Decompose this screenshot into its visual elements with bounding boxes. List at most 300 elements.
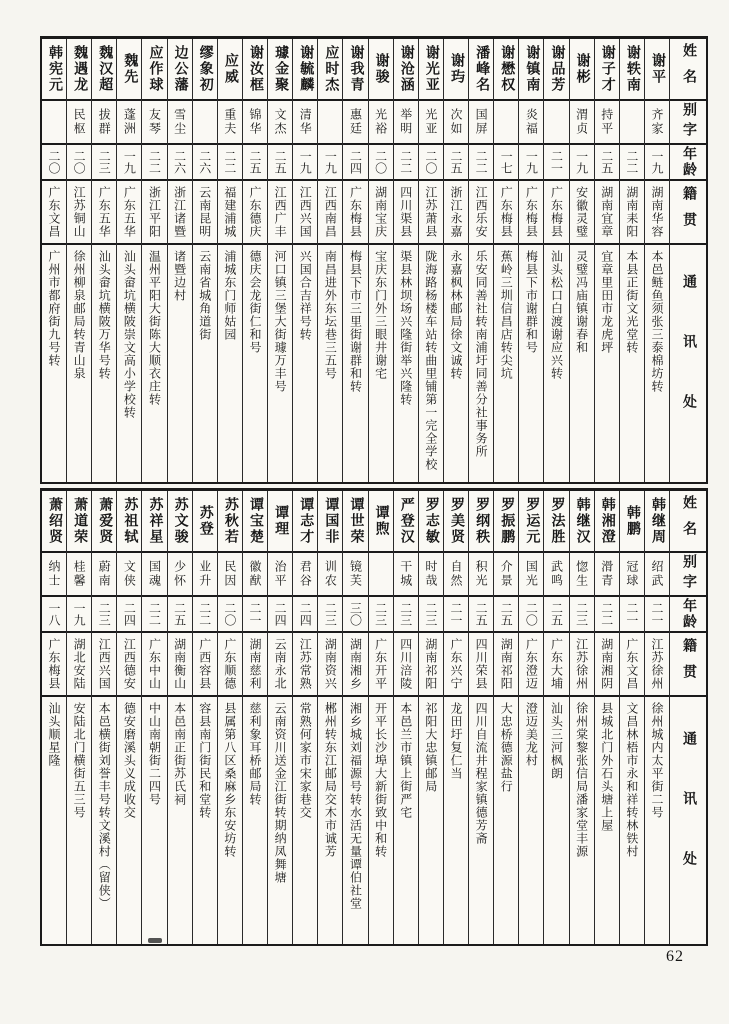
entry-alias: 光裕: [369, 101, 393, 145]
entry-name: 谢玙: [444, 39, 468, 101]
entry-name: 谢毓麟: [293, 39, 317, 101]
entry-column: [443, 39, 468, 482]
entry-column: [42, 491, 66, 944]
entry-address: 徐州棠黎张信局潘家堂丰源: [574, 702, 589, 858]
entry-origin: 广东梅县: [519, 181, 543, 245]
entry-column: [594, 491, 619, 944]
entry-column: [418, 491, 443, 944]
entry-origin: 广东顺德: [218, 633, 242, 697]
entry-alias: 举明: [394, 101, 418, 145]
entry-column: [619, 491, 644, 944]
entry-address: 徐州柳泉邮局转青山泉: [72, 250, 87, 380]
entry-age: 三〇: [343, 597, 367, 633]
entry-alias: 拔群: [92, 101, 116, 145]
entry-age: 二二: [394, 145, 418, 181]
entry-column: [644, 491, 669, 944]
entry-age: 二〇: [42, 145, 66, 181]
entry-origin: 江苏常熟: [293, 633, 317, 697]
entry-address: 本县正街文光堂转: [624, 250, 639, 354]
entry-column: [518, 491, 543, 944]
entry-address: 本邑横街刘誉丰号转文溪村（留侠）: [97, 702, 112, 910]
entry-age: 一九: [519, 145, 543, 181]
entry-origin: 云南昆明: [193, 181, 217, 245]
entry-name: 严登汉: [394, 491, 418, 553]
entry-address: 梅县下市谢群和号: [524, 250, 539, 354]
entry-column: [91, 491, 116, 944]
entry-alias: 武鸣: [544, 553, 568, 597]
entry-address: 梅县下市三里街谢群和转: [348, 250, 363, 393]
entry-age: 二二: [193, 597, 217, 633]
entry-name: 潘峰名: [469, 39, 493, 101]
entry-origin: 江苏铜山: [67, 181, 91, 245]
entry-age: 二〇: [369, 145, 393, 181]
entry-name: 谢彬: [570, 39, 594, 101]
entry-name: 谭国非: [318, 491, 342, 553]
scan-smudge: [148, 938, 162, 943]
entry-origin: 广西容县: [193, 633, 217, 697]
entry-column: [317, 491, 342, 944]
header-age: 年龄: [670, 145, 706, 181]
entry-age: 二五: [168, 597, 192, 633]
entry-address: 德庆会龙街仁和号: [247, 250, 262, 354]
entry-address: 郴州转东江邮局交木市诚芳: [323, 702, 338, 858]
header-name: 姓名: [670, 491, 706, 553]
entry-age: 二二: [142, 597, 166, 633]
entry-address: 开平长沙埠大新街致中和转: [373, 702, 388, 858]
entry-origin: 云南永北: [268, 633, 292, 697]
entry-name: 谭世荣: [343, 491, 367, 553]
entry-age: 二六: [193, 145, 217, 181]
entry-column: [91, 39, 116, 482]
entry-alias: 纳士: [42, 553, 66, 597]
entry-age: 二一: [243, 597, 267, 633]
entry-alias: [620, 101, 644, 145]
entry-age: 二一: [645, 597, 669, 633]
entry-name: 韩继周: [645, 491, 669, 553]
entry-name: 萧爱贤: [92, 491, 116, 553]
entry-address: 本邑南正街苏氏祠: [172, 702, 187, 806]
entry-address: 县属第八区桑麻乡东安坊转: [222, 702, 237, 858]
header-address: 通讯处: [681, 730, 696, 911]
entry-name: 苏祥星: [142, 491, 166, 553]
entry-address: 常熟何家市宋家巷交: [298, 702, 313, 819]
entry-alias: 炎福: [519, 101, 543, 145]
entry-name: 苏秋若: [218, 491, 242, 553]
entry-origin: 湖南宜章: [595, 181, 619, 245]
entry-address: 汕头三河枫朗: [549, 702, 564, 780]
entry-alias: 雪尘: [168, 101, 192, 145]
entry-age: 一八: [42, 597, 66, 633]
entry-alias: 冠球: [620, 553, 644, 597]
entry-name: 罗美贤: [444, 491, 468, 553]
entry-alias: [544, 101, 568, 145]
entry-address: 永嘉枫林邮局徐文诚转: [448, 250, 463, 380]
entry-address: 云南资川送金江街转期纳凤舞塘: [273, 702, 288, 884]
entry-column: [569, 39, 594, 482]
entry-alias: [42, 101, 66, 145]
entry-origin: 湖南耒阳: [620, 181, 644, 245]
entry-age: 二二: [469, 145, 493, 181]
entry-name: 罗纲秩: [469, 491, 493, 553]
entry-address: 广州市都府街九号转: [46, 250, 61, 367]
entry-address: 云南省城角道街: [197, 250, 212, 341]
entry-alias: 民枢: [67, 101, 91, 145]
entry-alias: [318, 101, 342, 145]
header-column: [669, 491, 706, 944]
entry-alias: 镜芙: [343, 553, 367, 597]
entry-name: 谢光亚: [419, 39, 443, 101]
entry-alias: 文杰: [268, 101, 292, 145]
entry-origin: 四川荣县: [469, 633, 493, 697]
directory-table-bottom: [40, 488, 708, 946]
entry-name: 苏祖轼: [117, 491, 141, 553]
entry-origin: 浙江永嘉: [444, 181, 468, 245]
entry-alias: 次如: [444, 101, 468, 145]
entry-alias: 介景: [494, 553, 518, 597]
entry-age: 二四: [268, 597, 292, 633]
entry-alias: 治平: [268, 553, 292, 597]
entry-age: 二五: [444, 145, 468, 181]
entry-name: 缪象初: [193, 39, 217, 101]
entry-age: 一九: [117, 145, 141, 181]
entry-age: 二四: [343, 145, 367, 181]
entry-alias: 时哉: [419, 553, 443, 597]
entry-column: [167, 39, 192, 482]
entry-address: 温州平阳大街陈大顺衣庄转: [147, 250, 162, 406]
entry-origin: 广东德庆: [243, 181, 267, 245]
entry-address: 汕头顺星隆: [46, 702, 61, 767]
header-name: 姓名: [670, 39, 706, 101]
entry-age: 二〇: [519, 597, 543, 633]
entry-alias: 干城: [394, 553, 418, 597]
entry-origin: 广东梅县: [494, 181, 518, 245]
entry-age: 一七: [494, 145, 518, 181]
header-age: 年龄: [670, 597, 706, 633]
entry-address: 大忠桥德源盐行: [499, 702, 514, 793]
entry-alias: 光亚: [419, 101, 443, 145]
entry-column: [393, 39, 418, 482]
entry-origin: 广东文昌: [42, 181, 66, 245]
entry-origin: 广东大埔: [544, 633, 568, 697]
entry-address: 南昌进外东坛巷三五号: [323, 250, 338, 380]
entry-alias: 国屏: [469, 101, 493, 145]
entry-name: 谭煦: [369, 491, 393, 553]
entry-alias: 持平: [595, 101, 619, 145]
entry-column: [292, 39, 317, 482]
entry-age: 二一: [544, 145, 568, 181]
entry-origin: 江西德安: [117, 633, 141, 697]
entry-origin: 福建浦城: [218, 181, 242, 245]
entry-age: 二三: [92, 597, 116, 633]
entry-alias: 民因: [218, 553, 242, 597]
entry-age: 二五: [595, 145, 619, 181]
entry-column: [594, 39, 619, 482]
entry-age: 二二: [218, 145, 242, 181]
entry-alias: 友琴: [142, 101, 166, 145]
entry-name: 谭宝楚: [243, 491, 267, 553]
header-origin: 籍贯: [670, 181, 706, 245]
entry-address: 渠县林坝场兴隆街举兴隆转: [398, 250, 413, 406]
entry-name: 谢轶南: [620, 39, 644, 101]
entry-column: [242, 491, 267, 944]
entry-name: 谢品芳: [544, 39, 568, 101]
entry-age: 二四: [293, 597, 317, 633]
entry-column: [543, 491, 568, 944]
entry-origin: 广东梅县: [544, 181, 568, 245]
entry-origin: 湖南慈利: [243, 633, 267, 697]
entry-origin: 广东兴宁: [444, 633, 468, 697]
entry-name: 谢镇南: [519, 39, 543, 101]
entry-name: 谢沧涵: [394, 39, 418, 101]
entry-age: 二三: [570, 597, 594, 633]
entry-alias: 自然: [444, 553, 468, 597]
entry-address: 祁阳大忠镇邮局: [423, 702, 438, 793]
entry-column: [418, 39, 443, 482]
entry-alias: 国魂: [142, 553, 166, 597]
entry-alias: [494, 101, 518, 145]
entry-column: [217, 39, 242, 482]
entry-column: [368, 491, 393, 944]
entry-name: 魏先: [117, 39, 141, 101]
entry-age: 二三: [92, 145, 116, 181]
header-address: 通讯处: [681, 273, 696, 454]
entry-age: 二五: [243, 145, 267, 181]
entry-alias: 锦华: [243, 101, 267, 145]
entry-name: 韩湘澄: [595, 491, 619, 553]
entry-address: 宜章里田市龙虎坪: [599, 250, 614, 354]
entry-address: 浦城东门师姑园: [222, 250, 237, 341]
entry-origin: 湖南华容: [645, 181, 669, 245]
entry-address: 灵璧冯庙镇谢春和: [574, 250, 589, 354]
entry-age: 一九: [293, 145, 317, 181]
entry-name: 谭理: [268, 491, 292, 553]
entry-address: 湘乡城刘福源号转水活无量谭伯社堂: [348, 702, 363, 910]
entry-address: 龙田圩复仁当: [448, 702, 463, 780]
entry-name: 谭志才: [293, 491, 317, 553]
entry-column: [368, 39, 393, 482]
entry-age: 二三: [419, 597, 443, 633]
entry-origin: 江苏徐州: [645, 633, 669, 697]
entry-origin: 江西南昌: [318, 181, 342, 245]
entry-name: 谢骏: [369, 39, 393, 101]
entry-origin: 四川渠县: [394, 181, 418, 245]
entry-origin: 广东开平: [369, 633, 393, 697]
entry-origin: 广东澄迈: [519, 633, 543, 697]
entry-alias: 徽猷: [243, 553, 267, 597]
entry-address: 河口镇三堡大街璩万丰号: [273, 250, 288, 393]
entry-name: 谢子才: [595, 39, 619, 101]
entry-origin: 浙江诸暨: [168, 181, 192, 245]
entry-name: 萧绍贤: [42, 491, 66, 553]
entry-alias: 渭贞: [570, 101, 594, 145]
entry-column: [267, 491, 292, 944]
entry-origin: 广东梅县: [42, 633, 66, 697]
entry-address: 诸暨边村: [172, 250, 187, 302]
entry-origin: 湖南祁阳: [494, 633, 518, 697]
entry-age: 二〇: [67, 145, 91, 181]
entry-origin: 江西广丰: [268, 181, 292, 245]
entry-address: 蕉岭三圳信昌店转尖坑: [499, 250, 514, 380]
entry-origin: 湖南衡山: [168, 633, 192, 697]
entry-name: 罗志敏: [419, 491, 443, 553]
entry-age: 二二: [595, 597, 619, 633]
entry-age: 二二: [620, 145, 644, 181]
entry-name: 谢汝框: [243, 39, 267, 101]
entry-address: 宝庆东门外三眼井谢宅: [373, 250, 388, 380]
entry-column: [644, 39, 669, 482]
entry-column: [443, 491, 468, 944]
entry-column: [342, 491, 367, 944]
entry-age: 二五: [268, 145, 292, 181]
entry-age: 二三: [369, 597, 393, 633]
entry-alias: 滑青: [595, 553, 619, 597]
entry-address: 本邑鲢鱼须张三泰棉坊转: [649, 250, 664, 393]
entry-column: [317, 39, 342, 482]
entry-column: [267, 39, 292, 482]
entry-column: [393, 491, 418, 944]
entry-origin: 湖南宝庆: [369, 181, 393, 245]
entry-column: [116, 491, 141, 944]
entry-address: 慈利象耳桥邮局转: [247, 702, 262, 806]
entry-column: [468, 39, 493, 482]
entry-age: 二〇: [419, 145, 443, 181]
entry-name: 苏登: [193, 491, 217, 553]
entry-column: [167, 491, 192, 944]
entry-address: 中山南朝街二四号: [147, 702, 162, 806]
entry-alias: 国光: [519, 553, 543, 597]
entry-address: 文昌林梧市永和祥转林铁村: [624, 702, 639, 858]
entry-origin: 湖南湘乡: [343, 633, 367, 697]
entry-name: 魏遇龙: [67, 39, 91, 101]
entry-name: 应作球: [142, 39, 166, 101]
entry-age: 二一: [620, 597, 644, 633]
entry-alias: 积光: [469, 553, 493, 597]
entry-age: 二五: [494, 597, 518, 633]
header-alias: 别字: [670, 553, 706, 597]
entry-alias: 惚生: [570, 553, 594, 597]
entry-name: 罗法胜: [544, 491, 568, 553]
header-column: [669, 39, 706, 482]
entry-origin: 安徽灵璧: [570, 181, 594, 245]
entry-address: 陇海路杨楼车站转曲里铺第一完全学校: [423, 250, 438, 471]
entry-name: 璩金聚: [268, 39, 292, 101]
entry-alias: 惠廷: [343, 101, 367, 145]
directory-table-top: [40, 36, 708, 484]
entry-origin: 广东文昌: [620, 633, 644, 697]
entry-alias: 绍武: [645, 553, 669, 597]
entry-column: [242, 39, 267, 482]
entry-origin: 江西兴国: [293, 181, 317, 245]
entry-origin: 浙江平阳: [142, 181, 166, 245]
entry-name: 谢平: [645, 39, 669, 101]
entry-name: 谢懋权: [494, 39, 518, 101]
entry-origin: 江苏萧县: [419, 181, 443, 245]
entry-age: 二三: [318, 597, 342, 633]
entry-origin: 湖北安陆: [67, 633, 91, 697]
entry-alias: [369, 553, 393, 597]
page-number: 62: [666, 948, 684, 965]
entry-origin: 湖南湘阴: [595, 633, 619, 697]
entry-origin: 湖南资兴: [318, 633, 342, 697]
entry-column: [192, 491, 217, 944]
entry-age: 一九: [67, 597, 91, 633]
entry-address: 容县南门街民和堂转: [197, 702, 212, 819]
entry-alias: [193, 101, 217, 145]
entry-address: 兴国合吉祥号转: [298, 250, 313, 341]
entry-name: 边公藩: [168, 39, 192, 101]
entry-alias: 少怀: [168, 553, 192, 597]
entry-name: 谢我青: [343, 39, 367, 101]
entry-column: [141, 491, 166, 944]
entry-name: 魏汉超: [92, 39, 116, 101]
entry-column: [66, 491, 91, 944]
entry-column: [342, 39, 367, 482]
entry-age: 二五: [544, 597, 568, 633]
entry-alias: 清华: [293, 101, 317, 145]
entry-origin: 湖南祁阳: [419, 633, 443, 697]
entry-name: 韩继汉: [570, 491, 594, 553]
entry-name: 韩鹏: [620, 491, 644, 553]
entry-age: 一九: [570, 145, 594, 181]
entry-age: 一九: [318, 145, 342, 181]
entry-column: [543, 39, 568, 482]
entry-address: 乐安同善社转南浦圩同善分社事务所: [474, 250, 489, 458]
entry-column: [493, 491, 518, 944]
entry-address: 汕头畲坑横陂崇文高小学校转: [122, 250, 137, 419]
entry-age: 二一: [444, 597, 468, 633]
entry-name: 应时杰: [318, 39, 342, 101]
entry-column: [468, 491, 493, 944]
entry-origin: 江苏徐州: [570, 633, 594, 697]
entry-column: [619, 39, 644, 482]
entry-alias: 训农: [318, 553, 342, 597]
header-origin: 籍贯: [670, 633, 706, 697]
entry-column: [493, 39, 518, 482]
entry-address: 本邑兰市镇上街严宅: [398, 702, 413, 819]
entry-origin: 江西乐安: [469, 181, 493, 245]
entry-age: 二四: [117, 597, 141, 633]
entry-column: [116, 39, 141, 482]
entry-origin: 广东五华: [92, 181, 116, 245]
entry-column: [141, 39, 166, 482]
entry-origin: 广东中山: [142, 633, 166, 697]
entry-alias: 蔚南: [92, 553, 116, 597]
entry-column: [192, 39, 217, 482]
entry-name: 苏文骏: [168, 491, 192, 553]
entry-name: 罗运元: [519, 491, 543, 553]
entry-alias: 业升: [193, 553, 217, 597]
entry-name: 韩宪元: [42, 39, 66, 101]
entry-origin: 四川涪陵: [394, 633, 418, 697]
entry-address: 汕头畲坑横陂万华号转: [97, 250, 112, 380]
entry-address: 汕头松口白渡谢应兴转: [549, 250, 564, 380]
entry-alias: 君谷: [293, 553, 317, 597]
entry-column: [42, 39, 66, 482]
entry-name: 萧道荣: [67, 491, 91, 553]
entry-address: 县城北门外石头塘上屋: [599, 702, 614, 832]
entry-column: [217, 491, 242, 944]
entry-age: 二五: [469, 597, 493, 633]
entry-age: 二三: [394, 597, 418, 633]
entry-name: 罗振鹏: [494, 491, 518, 553]
entry-age: 二六: [168, 145, 192, 181]
entry-alias: 蓬洲: [117, 101, 141, 145]
entry-origin: 广东五华: [117, 181, 141, 245]
entry-alias: 文侠: [117, 553, 141, 597]
scanned-page: [40, 36, 708, 946]
entry-address: 安陆北门横街五三号: [72, 702, 87, 819]
entry-column: [569, 491, 594, 944]
